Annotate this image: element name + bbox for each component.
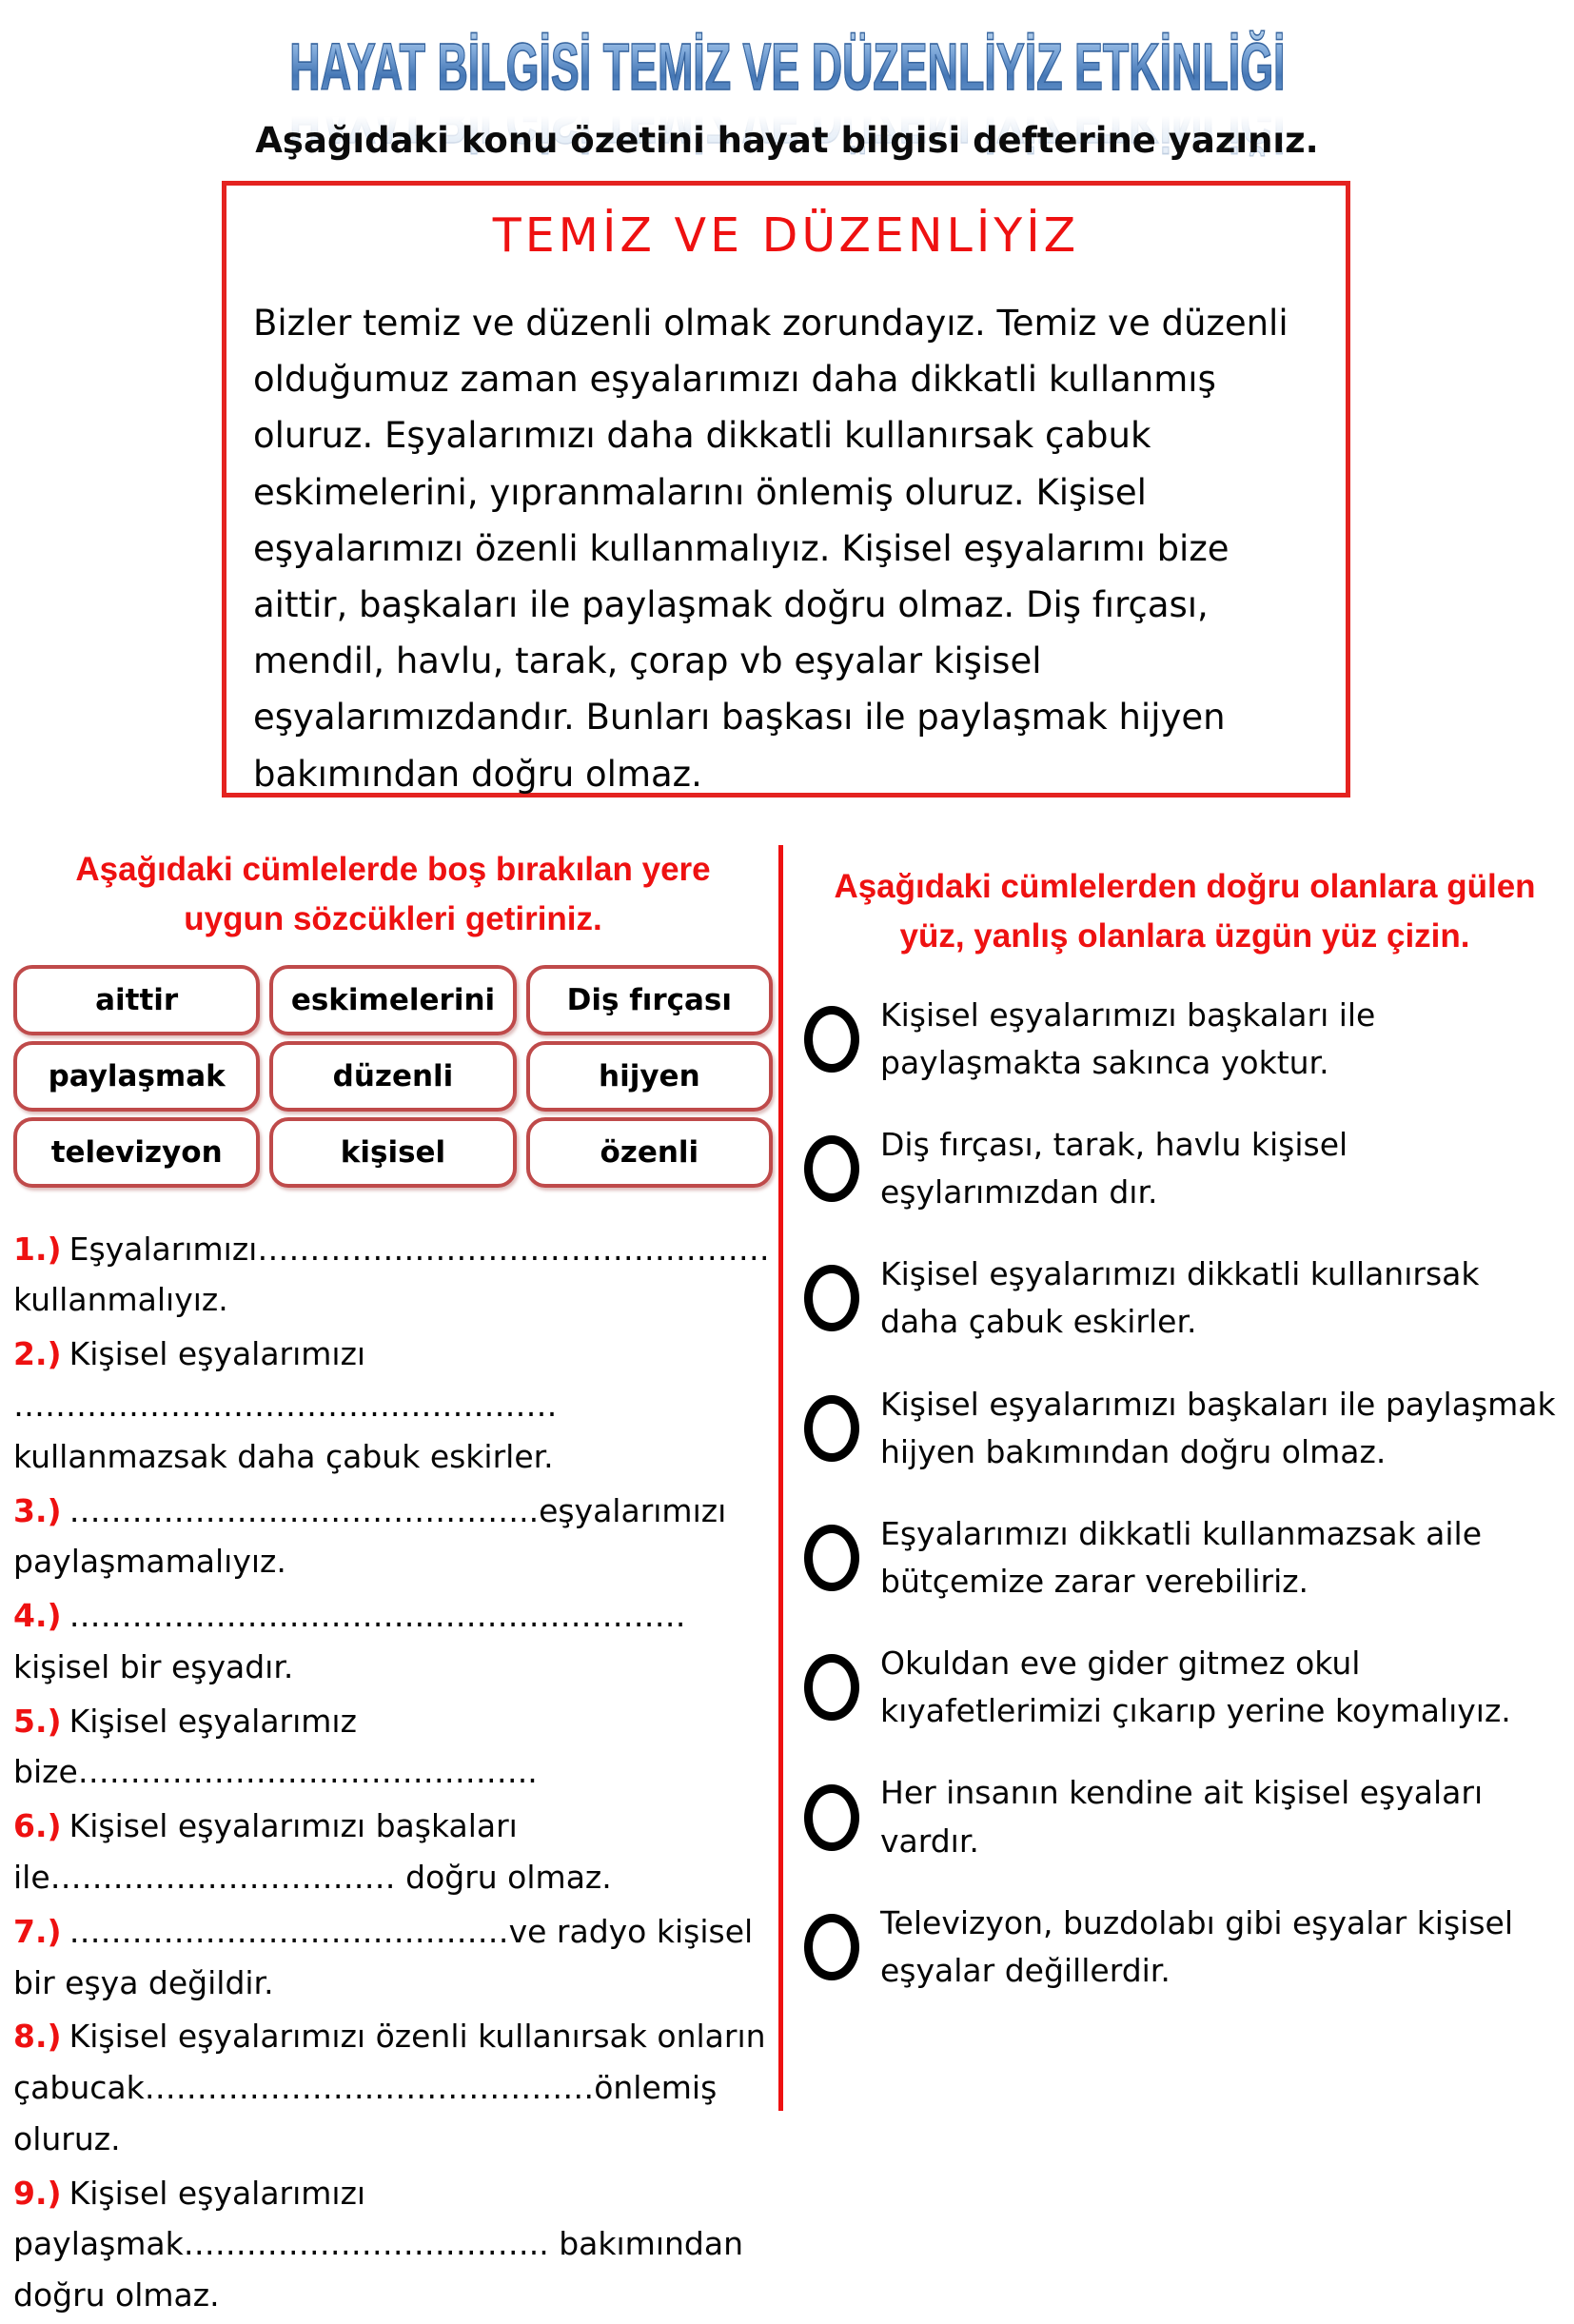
sentence-number: 7.) [13, 1912, 62, 1950]
word-bank-chip[interactable]: Diş fırçası [526, 965, 773, 1035]
fill-sentence [13, 1486, 773, 1588]
judge-item [804, 1769, 1565, 1864]
sentence-number: 4.) [13, 1597, 62, 1635]
sentence-number: 2.) [13, 1335, 62, 1373]
sentence-text-with-blank[interactable]: Kişisel eşyalarımızı paylaşmak…………………………….. bakımından doğru olmaz. [13, 2174, 743, 2314]
judge-section [804, 862, 1565, 1995]
fill-sentence [13, 2011, 773, 2164]
page-header [0, 29, 1574, 105]
fill-sentence [13, 1329, 773, 1482]
summary-box-text: Bizler temiz ve düzenli olmak zorundayız. Temiz ve düzenli olduğumuz zaman eşyalarımızı daha dikkatli kullanmış oluruz. Eşyalarımızı daha dikkatli kullanırsak çabuk eskimelerini, yıpranmalarını önlemiş oluruz. Kişisel eşyalarımızı özenli kullanmalıyız. Kişisel eşyalarımı bize aittir, başkaları ile paylaşmak doğru olmaz. Diş fırçası, mendil, havlu, tarak, çorap vb eşyalar kişisel eşyalarımızdandır. Bunları başkası ile paylaşmak hijyen bakımından doğru olmaz. [253, 303, 1289, 795]
fill-sentences [13, 1224, 773, 2321]
word-bank-chip[interactable]: düzenli [269, 1041, 516, 1112]
word-bank-chip[interactable]: aittir [13, 965, 260, 1035]
sentence-text-with-blank[interactable]: Kişisel eşyalarımız bize…………………………………….. [13, 1702, 538, 1791]
judge-item-text: Televizyon, buzdolabı gibi eşyalar kişisel eşyalar değillerdir. [880, 1903, 1513, 1989]
fill-in-section [13, 845, 773, 2324]
page-subtitle: Aşağıdaki konu özetini hayat bilgisi defterine yazınız. [255, 120, 1319, 161]
answer-circle[interactable] [804, 1006, 859, 1073]
sentence-number: 3.) [13, 1491, 62, 1529]
summary-box [222, 181, 1350, 798]
fill-sentence [13, 1801, 773, 1903]
judge-item-text: Diş fırçası, tarak, havlu kişisel eşylarımızdan dır. [880, 1125, 1348, 1211]
sentence-number: 1.) [13, 1230, 62, 1268]
column-divider-line [778, 845, 783, 2111]
fill-sentence [13, 1906, 773, 2009]
word-bank-chip[interactable]: hijyen [526, 1041, 773, 1112]
summary-box-title: TEMİZ VE DÜZENLİYİZ [492, 208, 1080, 263]
answer-circle[interactable] [804, 1525, 859, 1591]
judge-item-text: Kişisel eşyalarımızı dikkatli kullanırsak daha çabuk eskirler. [880, 1255, 1480, 1341]
judge-item [804, 1900, 1565, 1995]
fill-sentence [13, 2168, 773, 2321]
judge-instruction: Aşağıdaki cümlelerden doğru olanlara gülen yüz, yanlış olanlara üzgün yüz çizin. [834, 868, 1536, 955]
judge-list [804, 992, 1565, 1996]
sentence-text-with-blank[interactable]: Kişisel eşyalarımızı özenli kullanırsak onların çabucak………………….…………………önlemiş oluruz. [13, 2018, 766, 2157]
answer-circle[interactable] [804, 1784, 859, 1851]
fill-sentence [13, 1590, 773, 1693]
judge-item [804, 1251, 1565, 1346]
judge-item-text: Okuldan eve gider gitmez okul kıyafetlerimizi çıkarıp yerine koymalıyız. [880, 1645, 1511, 1730]
sentence-number: 9.) [13, 2174, 62, 2212]
word-bank-chip[interactable]: eskimelerini [269, 965, 516, 1035]
sentence-number: 6.) [13, 1807, 62, 1845]
fill-sentence [13, 1696, 773, 1799]
page-title: HAYAT BİLGİSİ TEMİZ VE DÜZENLİYİZ ETKİNLİĞİ [288, 30, 1286, 104]
sentence-text-with-blank[interactable]: Kişisel eşyalarımızı ……………………………….…………… kullanmazsak daha çabuk eskirler. [13, 1335, 558, 1475]
sentence-text-with-blank[interactable]: …………………….………………..eşyalarımızı paylaşmamalıyız. [13, 1491, 727, 1581]
word-bank-chip[interactable]: televizyon [13, 1117, 260, 1188]
word-bank [13, 965, 773, 1188]
word-bank-chip[interactable]: özenli [526, 1117, 773, 1188]
answer-circle[interactable] [804, 1654, 859, 1721]
sentence-text-with-blank[interactable]: ……………………………..……………………kişisel bir eşyadır. [13, 1597, 686, 1685]
answer-circle[interactable] [804, 1265, 859, 1331]
sentence-text-with-blank[interactable]: ……………………………………ve radyo kişisel bir eşya değildir. [13, 1912, 754, 2001]
sentence-number: 5.) [13, 1702, 62, 1740]
sentence-text-with-blank[interactable]: Eşyalarımızı……………………….…………………kullanmalıyız. [13, 1230, 770, 1319]
judge-item [804, 1121, 1565, 1216]
judge-item [804, 1510, 1565, 1605]
judge-item [804, 1640, 1565, 1735]
answer-circle[interactable] [804, 1395, 859, 1462]
judge-item [804, 992, 1565, 1087]
fill-sentence [13, 1224, 773, 1327]
sentence-number: 8.) [13, 2018, 62, 2056]
judge-item-text: Eşyalarımızı dikkatli kullanmazsak aile bütçemize zarar verebiliriz. [880, 1514, 1483, 1600]
judge-item-text: Her insanın kendine ait kişisel eşyaları vardır. [880, 1774, 1484, 1860]
answer-circle[interactable] [804, 1135, 859, 1202]
judge-item-text: Kişisel eşyalarımızı başkaları ile paylaşmak hijyen bakımından doğru olmaz. [880, 1385, 1556, 1470]
judge-item-text: Kişisel eşyalarımızı başkaları ile paylaşmakta sakınca yoktur. [880, 995, 1376, 1081]
fill-in-instruction: Aşağıdaki cümlelerde boş bırakılan yere uygun sözcükleri getiriniz. [75, 851, 711, 937]
word-bank-chip[interactable]: paylaşmak [13, 1041, 260, 1112]
sentence-text-with-blank[interactable]: Kişisel eşyalarımızı başkaları ile…………………………… doğru olmaz. [13, 1807, 612, 1896]
judge-item [804, 1381, 1565, 1476]
word-bank-chip[interactable]: kişisel [269, 1117, 516, 1188]
answer-circle[interactable] [804, 1914, 859, 1980]
